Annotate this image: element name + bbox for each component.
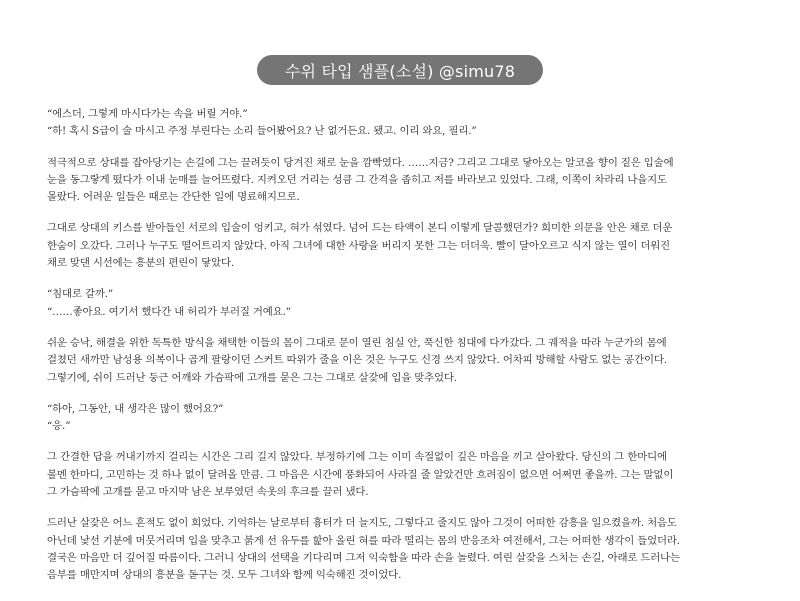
story-paragraph xyxy=(47,155,767,207)
text-line: “하아, 그동안, 내 생각은 많이 했어요?” xyxy=(47,402,224,415)
text-line: 채로 맞댄 시선에는 흥분의 편린이 닿았다. xyxy=(47,257,235,270)
story-paragraph xyxy=(47,335,767,387)
text-line: 그대로 상대의 키스를 받아들인 서로의 입술이 엉키고, 혀가 섞였다. 넘어 드는 타액이 본디 이렇게 달콤했던가? 희미한 의문을 안은 채로 더운 xyxy=(47,222,673,235)
title-banner xyxy=(0,55,800,85)
text-line: 그 가슴팍에 고개를 묻고 마지막 남은 보루였던 속옷의 후크를 끌러 냈다. xyxy=(47,486,369,499)
text-line: 아닌데 낯선 기분에 머뭇거리며 입을 맞추고 붉게 선 유두를 핥아 올린 혀를 따라 떨리는 몸의 반응조차 여전해서, 그는 어떠한 생각이 들었더라. xyxy=(47,534,680,547)
story-paragraph xyxy=(47,106,767,141)
text-line: 한숨이 오갔다. 그러나 누구도 떨어트리지 않았다. 아직 그녀에 대한 사랑을 버리지 못한 그는 더더욱. 빨이 달아오르고 식지 않는 열이 더워진 xyxy=(47,239,671,252)
text-line: “응.” xyxy=(47,420,71,433)
story-paragraph xyxy=(47,515,767,584)
text-line: 볼멘 한마디, 고민하는 것 하나 없이 달려올 만큼. 그 마음은 시간에 풍화되어 사라질 줄 알았건만 흐려짐이 없으면 어쩌면 좋을까. 그는 말없이 xyxy=(47,468,674,481)
text-line: 눈을 동그랗게 떴다가 이내 눈매를 늘어뜨렸다. 지켜오던 거리는 성큼 그 간격을 좁히고 저를 바라보고 있었다. 그래, 이쪽이 차라리 나을지도 xyxy=(47,173,667,186)
story-paragraph xyxy=(47,401,767,436)
story-body xyxy=(47,106,767,599)
text-line: 쉬운 승낙, 해결을 위한 독특한 방식을 채택한 이들의 몸이 그대로 문이 열린 침실 안, 푹신한 침대에 다가갔다. 그 궤적을 따라 누군가의 몸에 xyxy=(47,336,667,349)
text-line: 그렇기에, 쉬이 드러난 둥근 어깨와 가슴팍에 고개를 묻은 그는 그대로 살갗에 입을 맞추었다. xyxy=(47,371,457,384)
story-paragraph xyxy=(47,286,767,321)
text-line: 그 간결한 답을 꺼내기까지 걸리는 시간은 그리 길지 않았다. 부정하기에 그는 이미 속절없이 깊은 마음을 끼고 살아왔다. 당신의 그 한마디에 xyxy=(47,451,667,464)
text-line: 걸쳤던 새까만 남성용 의복이나 곱게 팔랑이던 스커트 따위가 줄을 이은 것은 누구도 신경 쓰지 않았다. 어차피 방해할 사람도 없는 공간이다. xyxy=(47,354,667,367)
story-paragraph xyxy=(47,449,767,501)
text-line: 드러난 살갗은 어느 흔적도 없이 희었다. 기억하는 날로부터 흉터가 더 늘지도, 그렇다고 줄지도 않아 그것이 어떠한 감흥을 일으켰을까. 처음도 xyxy=(47,517,677,530)
text-line: “하! 혹시 S급이 술 마시고 주정 부린다는 소리 들어봤어요? 난 없거든요. 됐고. 이리 와요, 필리.” xyxy=(47,125,477,138)
text-line: “……좋아요. 여기서 했다간 내 허리가 부러질 거예요.” xyxy=(47,305,291,318)
story-paragraph xyxy=(47,220,767,272)
text-line: 몰랐다. 어려운 일들은 때로는 간단한 일에 명료해지므로. xyxy=(47,191,300,204)
text-line: 적극적으로 상대를 잡아당기는 손길에 그는 끌려듯이 당겨진 채로 눈을 깜빡였다. ……지금? 그리고 그대로 닿아오는 알코올 향이 짙은 입술에 xyxy=(47,156,674,169)
text-line: 음부를 매만지며 상대의 흥분을 돋구는 것. 모두 그녀와 함께 익숙해진 것이었다. xyxy=(47,569,402,582)
page-title: 수위 타입 샘플(소설) @simu78 xyxy=(257,55,543,85)
text-line: “에스더, 그렇게 마시다가는 속을 버릴 거야.” xyxy=(47,108,248,120)
text-line: “침대로 갈까.” xyxy=(47,288,114,301)
text-line: 결국은 마음만 더 깊어질 따름이다. 그러니 상대의 선택을 기다리며 그저 익숙함을 따라 손을 놀렸다. 여린 살갗을 스치는 손길, 아래로 드러나는 xyxy=(47,551,680,564)
